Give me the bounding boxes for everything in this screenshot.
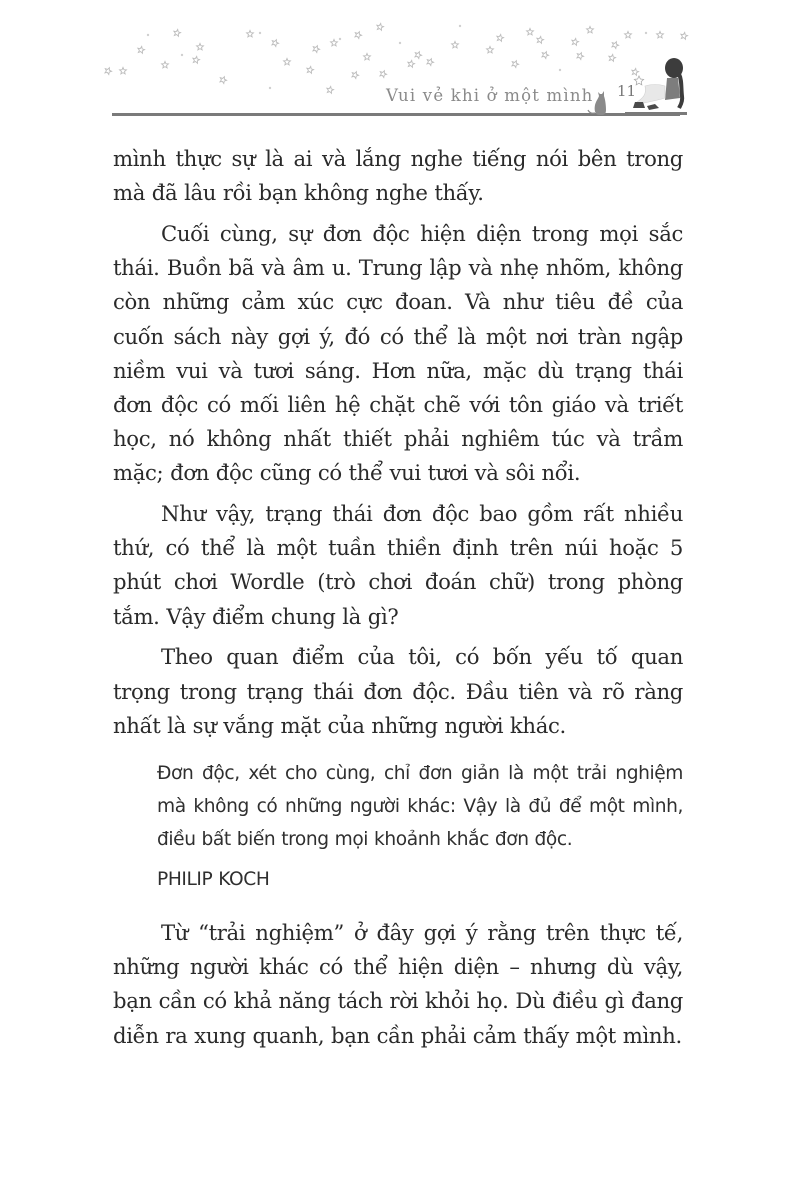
block-quote: Đơn độc, xét cho cùng, chỉ đơn giản là một trải nghiệm mà không có những người khác: Vậy là đủ để một mình, điều bất biến trong mọi khoảnh khắc đơn độc. <box>157 762 683 850</box>
star-dot <box>259 32 261 34</box>
page-header <box>0 0 806 130</box>
star-icon <box>577 53 584 60</box>
star-icon <box>542 52 549 59</box>
star-dot <box>339 38 341 40</box>
star-icon <box>625 31 632 38</box>
paragraph: Như vậy, trạng thái đơn độc bao gồm rất nhiều thứ, có thể là một tuần thiền định trên núi hoặc 5 phút chơi Wordle (trò chơi đoán chữ) trong phòng tắm. Vậy điểm chung là gì? <box>113 501 683 629</box>
star-icon <box>380 71 387 78</box>
star-dot <box>459 25 461 27</box>
star-dot <box>147 34 149 36</box>
star-icon <box>572 38 579 45</box>
paragraph: Theo quan điểm của tôi, có bốn yếu tố quan trọng trong trạng thái đơn độc. Đầu tiên và rõ ràng nhất là sự vắng mặt của những người khác. <box>113 644 683 738</box>
star-dot <box>399 42 401 44</box>
star-icon <box>284 58 291 65</box>
star-icon <box>352 72 359 79</box>
paragraph: Từ “trải nghiệm” ở đây gợi ý rằng trên thực tế, những người khác có thể hiện diện – nhưng dù vậy, bạn cần có khả năng tách rời khỏi họ. Dù điều gì đang diễn ra xung quanh, bạn cần phải cảm thấy một mình. <box>113 919 683 1048</box>
paragraph: Cuối cùng, sự đơn độc hiện diện trong mọi sắc thái. Buồn bã và âm u. Trung lập và nhẹ nhõm, không còn những cảm xúc cực đoan. Và như tiêu đề của cuốn sách này gợi ý, đó có thể là một nơi tràn ngập niềm vui và tươi sáng. Hơn nữa, mặc dù trạng thái đơn độc có mối liên hệ chặt chẽ với tôn giáo và triết học, nó không nhất thiết phải nghiêm túc và trầm mặc; đơn độc cũng có thể vui tươi và sôi nổi. <box>113 220 683 486</box>
star-dot <box>645 32 647 34</box>
star-icon <box>138 46 145 53</box>
star-icon <box>497 34 504 41</box>
star-icon <box>355 32 362 39</box>
star-icon <box>681 32 688 39</box>
star-icon <box>313 46 320 53</box>
paragraph-continuation: mình thực sự là ai và lắng nghe tiếng nói bên trong mà đã lâu rồi bạn không nghe thấy. <box>113 146 683 206</box>
star-icon <box>120 67 127 74</box>
star-icon <box>307 66 314 73</box>
star-icon <box>197 43 204 50</box>
star-icon <box>174 29 181 36</box>
star-icon <box>609 54 616 61</box>
star-icon <box>364 53 371 60</box>
star-icon <box>612 42 619 49</box>
star-icon <box>272 40 279 47</box>
cat-icon <box>585 86 615 116</box>
page-number: 11 <box>617 82 637 100</box>
body-text <box>113 142 683 1059</box>
star-dot <box>269 87 271 89</box>
star-icon <box>162 61 169 68</box>
star-icon <box>105 68 112 75</box>
star-icon <box>331 39 338 46</box>
star-icon <box>427 59 434 66</box>
star-icon <box>220 77 227 84</box>
star-icon <box>415 52 422 59</box>
star-icon <box>408 60 415 67</box>
star-icon <box>587 26 594 33</box>
star-icon <box>512 61 519 68</box>
star-icon <box>452 41 459 48</box>
star-dot <box>559 69 561 71</box>
running-title: Vui vẻ khi ở một mình <box>386 86 594 105</box>
star-icon <box>247 30 254 37</box>
star-icon <box>487 46 494 53</box>
quote-author: PHILIP KOCH <box>157 868 270 890</box>
star-icon <box>327 86 334 93</box>
star-dot <box>181 54 183 56</box>
star-icon <box>193 56 200 63</box>
star-icon <box>377 23 384 30</box>
star-icon <box>537 36 544 43</box>
star-icon <box>527 28 534 35</box>
star-icon <box>657 31 664 38</box>
girl-reading-icon <box>625 56 687 116</box>
